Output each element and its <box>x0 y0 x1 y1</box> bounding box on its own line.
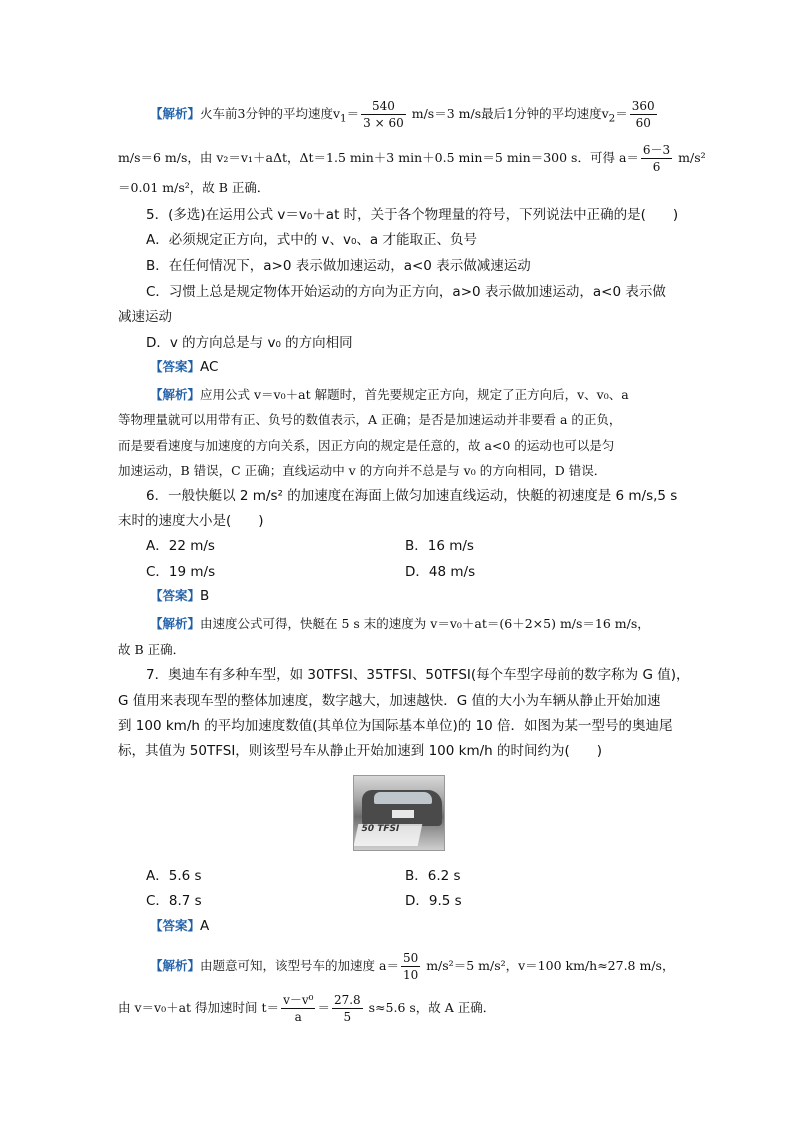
analysis-line: 等物理量就可以用带有正、负号的数值表示，A 正确；是否是加速运动并非要看 a 的正负， <box>118 412 622 427</box>
option-c-cont: 减速运动 <box>118 309 172 325</box>
car-rear-photo <box>353 775 445 851</box>
question-7-stem-cont: G 值用来表现车型的整体加速度，数字越大，加速越快．G 值的大小为车辆从静止开始加速 <box>118 693 661 709</box>
answer-line: 【答案】A <box>150 918 210 934</box>
fraction: $\frac{6-3}{6}$ <box>642 143 671 174</box>
question-7-stem-cont: 到 100 km/h 的平均加速度数值(其单位为国际基本单位)的 10 倍．如图为某一型号的奥迪尾 <box>118 718 673 734</box>
analysis-line: m/s＝6 m/s，由 v₂＝v₁＋aΔt，Δt＝1.5 min＋3 min＋0.5 min＝5 min＝300 s．可得 a＝ $\frac{6-3}{6}$ m/s² <box>118 143 706 174</box>
fraction: $\frac{360}{60}$ <box>631 99 655 130</box>
question-7-stem-cont: 标，其值为 50TFSI，则该型号车从静止开始加速到 100 km/h 的时间约为( ) <box>118 743 603 759</box>
analysis-tag: 【解析】 <box>150 387 201 402</box>
analysis-line: ＝0.01 m/s²，故 B 正确． <box>118 180 270 195</box>
fraction: $\frac{540}{3 \times 60}$ <box>363 99 404 130</box>
question-6-stem: 6．一般快艇以 2 m/s² 的加速度在海面上做匀加速直线运动，快艇的初速度是 6 m/s,5 s <box>146 488 678 504</box>
option-d: D．v 的方向总是与 v₀ 的方向相同 <box>146 335 353 351</box>
analysis-line: 故 B 正确． <box>118 642 186 657</box>
option-b: B．16 m/s <box>405 538 474 554</box>
option-c: C．8.7 s <box>146 893 202 909</box>
analysis-line: 【解析】应用公式 v＝v₀＋at 解题时，首先要规定正方向，规定了正方向后，v、v₀、a <box>150 387 629 402</box>
tfsi-badge: 50 TFSI <box>354 824 423 846</box>
analysis-line: 【解析】火车前3分钟的平均速度$v_1=$ $\frac{540}{3 \times 60}$ m/s＝3 m/s最后1分钟的平均速度$v_2=$ $\frac{360}{60}$ <box>150 99 655 130</box>
fraction: $\frac{50}{10}$ <box>402 951 419 982</box>
question-7-stem: 7．奥迪车有多种车型，如 30TFSI、35TFSI、50TFSI(每个车型字母前的数字称为 G 值)， <box>146 667 690 683</box>
option-b: B．6.2 s <box>405 868 461 884</box>
option-c: C．习惯上总是规定物体开始运动的方向为正方向，a>0 表示做加速运动，a<0 表示做 <box>146 284 666 300</box>
analysis-tag: 【解析】 <box>150 106 201 121</box>
question-6-stem-cont: 末时的速度大小是( ) <box>118 513 264 529</box>
answer-tag: 【答案】 <box>150 918 201 933</box>
analysis-line: 而是要看速度与加速度的方向关系，因正方向的规定是任意的，故 a<0 的运动也可以是匀 <box>118 438 615 453</box>
option-a: A．必须规定正方向，式中的 v、v₀、a 才能取正、负号 <box>146 232 477 248</box>
analysis-tag: 【解析】 <box>150 616 201 631</box>
analysis-line: 【解析】由速度公式可得，快艇在 5 s 末的速度为 v＝v₀＋at＝(6＋2×5) m/s＝16 m/s， <box>150 616 650 631</box>
option-d: D．48 m/s <box>405 564 476 580</box>
answer-tag: 【答案】 <box>150 359 201 374</box>
answer-line: 【答案】AC <box>150 359 219 375</box>
analysis-line: 加速运动，B 错误，C 正确；直线运动中 v 的方向并不总是与 v₀ 的方向相同，D 错误． <box>118 463 607 478</box>
option-b: B．在任何情况下，a>0 表示做加速运动，a<0 表示做减速运动 <box>146 258 531 274</box>
answer-tag: 【答案】 <box>150 588 201 603</box>
fraction: $\frac{27.8}{5}$ <box>333 993 361 1024</box>
answer-line: 【答案】B <box>150 588 210 604</box>
question-5-stem: 5．(多选)在运用公式 v＝v₀＋at 时，关于各个物理量的符号，下列说法中正确的是( ) <box>146 207 679 223</box>
option-a: A．22 m/s <box>146 538 215 554</box>
analysis-tag: 【解析】 <box>150 958 201 973</box>
fraction: $\frac{\text{v－v⁰}}{a}$ <box>283 993 314 1024</box>
analysis-line: 由 v＝v₀＋at 得加速时间 t＝ $\frac{\text{v－v⁰}}{a}$ ＝ $\frac{27.8}{5}$ s≈5.6 s，故 A 正确． <box>118 993 496 1024</box>
analysis-line: 【解析】由题意可知，该型号车的加速度 a＝ $\frac{50}{10}$ m/s²＝5 m/s²，v＝100 km/h≈27.8 m/s， <box>150 951 675 982</box>
option-d: D．9.5 s <box>405 893 462 909</box>
option-c: C．19 m/s <box>146 564 216 580</box>
option-a: A．5.6 s <box>146 868 202 884</box>
